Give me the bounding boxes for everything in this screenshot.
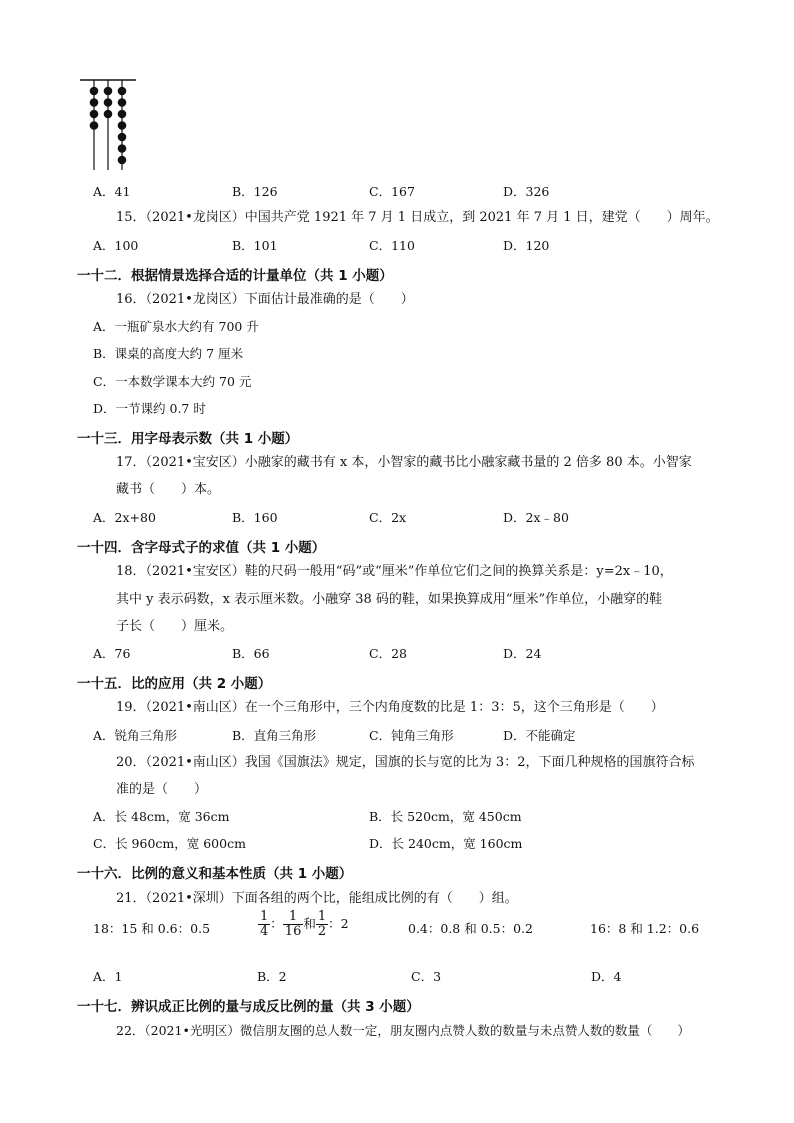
abacus-figure xyxy=(78,72,138,172)
option-b: B．66 xyxy=(232,646,270,661)
question-17: 17．（2021•宝安区）小融家的藏书有 x 本，小智家的藏书比小融家藏书量的 2 倍多 80 本。小智家 xyxy=(116,455,692,470)
question-18-cont: 子长（ ）厘米。 xyxy=(116,619,234,634)
option-d: D．不能确定 xyxy=(503,728,576,743)
question-17-cont: 藏书（ ）本。 xyxy=(116,482,221,497)
section-heading: 一十五．比的应用（共 2 小题） xyxy=(77,676,272,692)
abacus-bead xyxy=(90,98,99,107)
option-c: C．钝角三角形 xyxy=(369,728,454,743)
abacus-bead xyxy=(118,144,127,153)
option-b: B．126 xyxy=(232,184,278,199)
option-b: B．课桌的高度大约 7 厘米 xyxy=(93,346,244,361)
abacus-bead xyxy=(118,110,127,119)
option-a: A．锐角三角形 xyxy=(93,728,178,743)
section-heading: 一十六．比例的意义和基本性质（共 1 小题） xyxy=(77,866,353,882)
option-c: C．28 xyxy=(369,646,407,661)
ratio-group-3: 0.4：0.8 和 0.5：0.2 xyxy=(408,921,533,936)
section-heading: 一十三．用字母表示数（共 1 小题） xyxy=(77,431,299,447)
section-heading: 一十二．根据情景选择合适的计量单位（共 1 小题） xyxy=(77,268,393,284)
option-b: B．长 520cm，宽 450cm xyxy=(369,809,522,824)
ratio-group-1: 18：15 和 0.6：0.5 xyxy=(93,921,211,936)
option-d: D．120 xyxy=(503,238,550,253)
option-b: B．直角三角形 xyxy=(232,728,317,743)
option-a: A．100 xyxy=(93,238,139,253)
ratio-group-4: 16：8 和 1.2：0.6 xyxy=(590,921,700,936)
abacus-bead xyxy=(118,156,127,165)
option-d: D．长 240cm，宽 160cm xyxy=(369,836,523,851)
question-19: 19．（2021•南山区）在一个三角形中，三个内角度数的比是 1：3：5，这个三角形是（ ） xyxy=(116,700,664,715)
option-c: C．长 960cm，宽 600cm xyxy=(93,836,246,851)
fraction: $\frac{1}{16}$ xyxy=(284,909,302,939)
question-20: 20．（2021•南山区）我国《国旗法》规定，国旗的长与宽的比为 3：2，下面几种规格的国旗符合标 xyxy=(116,755,695,770)
option-d: D．326 xyxy=(503,184,550,199)
option-a: A．1 xyxy=(93,969,123,984)
option-c: C．167 xyxy=(369,184,415,199)
question-22: 22．（2021•光明区）微信朋友圈的总人数一定，朋友圈内点赞人数的数量与未点赞人数的数量（ ） xyxy=(116,1023,690,1038)
option-d: D．4 xyxy=(591,969,622,984)
section-heading: 一十四．含字母式子的求值（共 1 小题） xyxy=(77,540,326,556)
option-a: A．76 xyxy=(93,646,131,661)
section-heading: 一十七．辨识成正比例的量与成反比例的量（共 3 小题） xyxy=(77,999,420,1015)
abacus-bead xyxy=(104,98,113,107)
option-a: A．一瓶矿泉水大约有 700 升 xyxy=(93,319,259,334)
option-d: D．一节课约 0.7 时 xyxy=(93,401,206,416)
abacus-bead xyxy=(118,133,127,142)
option-c: C．一本数学课本大约 70 元 xyxy=(93,374,252,389)
abacus-bead xyxy=(118,98,127,107)
fraction: $\frac{1}{2}$ xyxy=(317,909,327,939)
option-c: C．110 xyxy=(369,238,415,253)
abacus-bead xyxy=(104,110,113,119)
option-b: B．2 xyxy=(257,969,287,984)
question-16: 16．（2021•龙岗区）下面估计最准确的是（ ） xyxy=(116,292,414,307)
option-c: C．3 xyxy=(411,969,442,984)
option-a: A．2x+80 xyxy=(93,510,156,525)
question-18: 18．（2021•宝安区）鞋的尺码一般用“码”或“厘米”作单位它们之间的换算关系是：y=2x﹣10， xyxy=(116,564,673,579)
abacus-bead xyxy=(90,121,99,130)
option-a: A．长 48cm，宽 36cm xyxy=(93,809,230,824)
question-15: 15．（2021•龙岗区）中国共产党 1921 年 7 月 1 日成立，到 2021 年 7 月 1 日，建党（ ）周年。 xyxy=(116,210,719,225)
question-20-cont: 准的是（ ） xyxy=(116,782,208,797)
fraction: $\frac{1}{4}$ xyxy=(260,909,269,939)
option-b: B．160 xyxy=(232,510,278,525)
abacus-bead xyxy=(118,87,127,96)
ratio-group-2: $\frac{1}{4}$ ： $\frac{1}{16}$ 和 $\frac{1}{2}$ ：2 xyxy=(260,909,349,939)
abacus-bead xyxy=(104,87,113,96)
question-18-cont: 其中 y 表示码数，x 表示厘米数。小融穿 38 码的鞋，如果换算成用“厘米”作单位，小融穿的鞋 xyxy=(116,592,663,607)
question-21: 21．（2021•深圳）下面各组的两个比，能组成比例的有（ ）组。 xyxy=(116,891,518,906)
abacus-bead xyxy=(118,121,127,130)
option-d: D．24 xyxy=(503,646,542,661)
option-b: B．101 xyxy=(232,238,278,253)
abacus-bead xyxy=(90,87,99,96)
option-c: C．2x xyxy=(369,510,407,525)
abacus-bead xyxy=(90,110,99,119)
option-d: D．2x﹣80 xyxy=(503,510,569,525)
option-a: A．41 xyxy=(93,184,131,199)
